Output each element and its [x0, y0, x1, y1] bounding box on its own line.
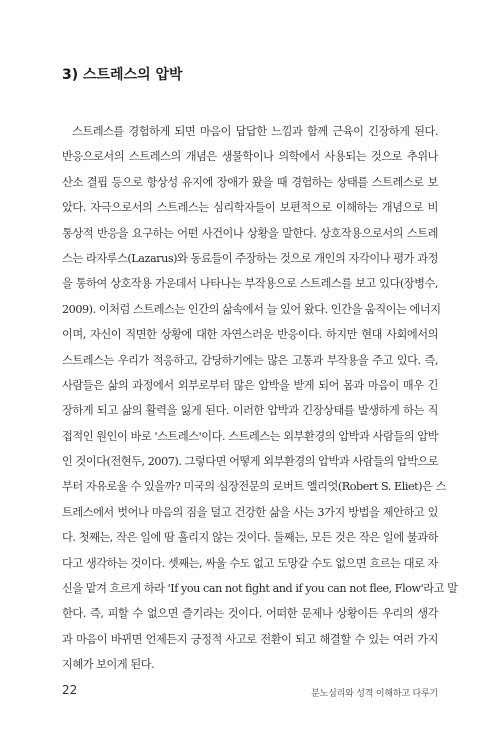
body-paragraph	[62, 119, 458, 678]
page-number: 22	[62, 683, 78, 697]
text-line: 았다. 자극으로서의 스트레스는 심리학자들이 보편적으로 이해하는 개념으로 비	[62, 201, 438, 215]
text-line: 다. 첫째는, 작은 일에 땀 흘리지 않는 것이다. 둘째는, 모든 것은 작은 일에 불과하	[62, 531, 438, 545]
text-line: 산소 결핍 등으로 항상성 유지에 장애가 왔을 때 경험하는 상태를 스트레스로 보	[62, 175, 438, 189]
text-line: 스트레스를 경험하게 되면 마음이 답답한 느낌과 함께 근육이 긴장하게 된다.	[72, 125, 438, 138]
text-line: 인 것이다(전현두, 2007). 그렇다면 어떻게 외부환경의 압박과 사람들의 압박으로	[62, 455, 439, 469]
text-line: 트레스에서 벗어나 마음의 짐을 덜고 건강한 삶을 사는 3가지 방법을 제안하고 있	[62, 505, 438, 519]
text-line: 스트레스는 우리가 적응하고, 감당하기에는 많은 고통과 부작용을 주고 있다. 즉,	[62, 353, 438, 367]
text-line: 다고 생각하는 것이다. 셋째는, 싸울 수도 없고 도망갈 수도 없으면 흐르는 대로 자	[62, 556, 438, 570]
text-line: 과 마음이 바뀌면 언제든지 긍정적 사고로 전환이 되고 해결할 수 있는 여러 가지	[62, 632, 438, 646]
text-line: 반응으로서의 스트레스의 개념은 생물학이나 의학에서 사용되는 것으로 추위나	[62, 150, 438, 164]
section-heading: 3) 스트레스의 압박	[62, 67, 183, 83]
text-line: 이며, 자신이 직면한 상황에 대한 자연스러운 반응이다. 하지만 현대 사회에서의	[62, 328, 438, 342]
text-line: 신을 맡겨 흐르게 하라 'If you can not fight and if you can not flee, Flow'라고 말	[62, 582, 458, 596]
running-title: 분노심리와 성격 이해하고 다루기	[311, 689, 438, 699]
text-line: 장하게 되고 삶의 활력을 잃게 된다. 이러한 압박과 긴장상태를 발생하게 하는 직	[62, 404, 438, 418]
text-line: 접적인 원인이 바로 '스트레스'이다. 스트레스는 외부환경의 압박과 사람들의 압박	[62, 429, 438, 443]
text-line: 사람들은 삶의 과정에서 외부로부터 많은 압박을 받게 되어 몸과 마음이 매우 긴	[62, 378, 438, 392]
text-line: 2009). 이처럼 스트레스는 인간의 삶속에서 늘 있어 왔다. 인간을 움직이는 에너지	[62, 302, 441, 316]
text-line: 부터 자유로울 수 있을까? 미국의 심장전문의 로버트 엘리엇(Robert S. Eliet)은 스	[62, 480, 446, 494]
text-line: 을 통하여 상호작용 가운데서 나타나는 부작용으로 스트레스를 보고 있다(장병수,	[62, 277, 438, 291]
text-line: 한다. 즉, 피할 수 없으면 즐기라는 것이다. 어떠한 문제나 상황이든 우리의 생각	[62, 607, 438, 621]
text-line: 지혜가 보이게 된다.	[62, 658, 155, 672]
text-line: 스는 라자루스(Lazarus)와 동료들이 주장하는 것으로 개인의 자각이나 평가 과정	[62, 251, 438, 265]
text-line: 통상적 반응을 요구하는 어떤 사건이나 상황을 말한다. 상호작용으로서의 스트레	[62, 226, 438, 240]
